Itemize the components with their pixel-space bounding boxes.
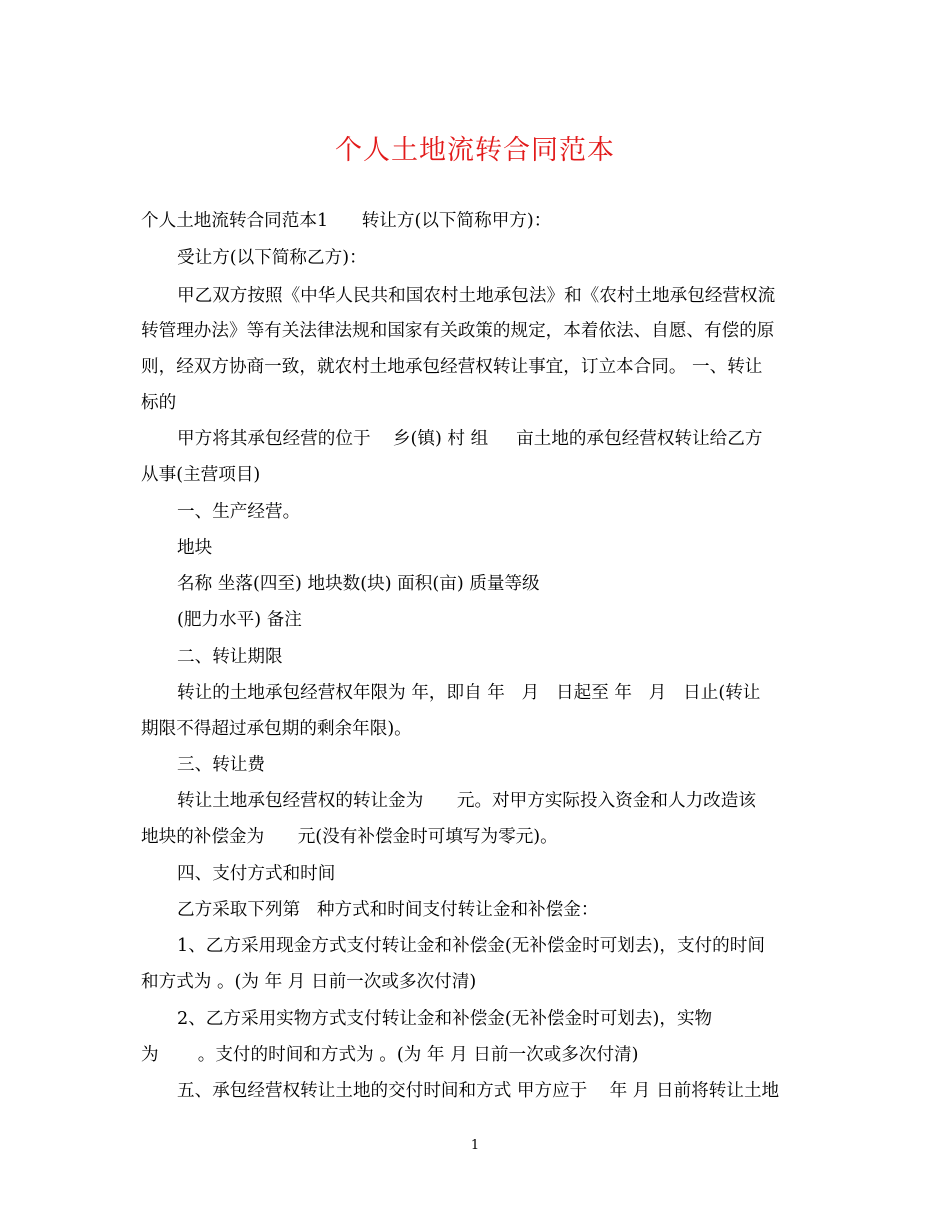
- paragraph-line: 地块: [177, 538, 213, 558]
- paragraph-line: 五、承包经营权转让土地的交付时间和方式 甲方应于 年 月 日前将转让土地: [177, 1081, 780, 1101]
- paragraph-line: 名称 坐落(四至) 地块数(块) 面积(亩) 质量等级: [177, 574, 540, 594]
- paragraph-line: 乙方采取下列第 种方式和时间支付转让金和补偿金：: [177, 900, 599, 920]
- paragraph-line: 和方式为 。(为 年 月 日前一次或多次付清): [141, 972, 477, 992]
- document-title: 个人土地流转合同范本: [335, 135, 615, 166]
- paragraph-line: 受让方(以下简称乙方)：: [177, 248, 367, 268]
- paragraph-line: (肥力水平) 备注: [177, 610, 302, 630]
- section-heading: 一、生产经营。: [177, 502, 301, 522]
- paragraph-line: 则，经双方协商一致，就农村土地承包经营权转让事宜，订立本合同。 一、转让: [141, 357, 763, 377]
- paragraph-line: 转管理办法》等有关法律法规和国家有关政策的规定，本着依法、自愿、有偿的原: [141, 321, 775, 341]
- section-heading: 二、转让期限: [177, 647, 283, 667]
- paragraph-line: 转让的土地承包经营权年限为 年，即自 年 月 日起至 年 月 日止(转让: [177, 683, 761, 703]
- paragraph-line: 2、乙方采用实物方式支付转让金和补偿金(无补偿金时可划去)，实物: [177, 1009, 713, 1029]
- paragraph-line: 个人土地流转合同范本1 转让方(以下简称甲方)：: [141, 211, 552, 231]
- paragraph-line: 1、乙方采用现金方式支付转让金和补偿金(无补偿金时可划去)，支付的时间: [177, 936, 765, 956]
- paragraph-line: 为 。支付的时间和方式为 。(为 年 月 日前一次或多次付清): [141, 1045, 639, 1065]
- paragraph-line: 甲乙双方按照《中华人民共和国农村土地承包法》和《农村土地承包经营权流: [177, 286, 776, 306]
- paragraph-line: 转让土地承包经营权的转让金为 元。对甲方实际投入资金和人力改造该: [177, 791, 756, 811]
- paragraph-line: 甲方将其承包经营的位于 乡(镇) 村 组 亩土地的承包经营权转让给乙方: [177, 429, 763, 449]
- page-number: 1: [470, 1138, 480, 1153]
- paragraph-line: 地块的补偿金为 元(没有补偿金时可填写为零元)。: [141, 827, 558, 847]
- section-heading: 四、支付方式和时间: [177, 864, 336, 884]
- paragraph-line: 期限不得超过承包期的剩余年限)。: [141, 719, 412, 739]
- paragraph-line: 标的: [141, 393, 177, 413]
- paragraph-line: 从事(主营项目): [141, 465, 261, 485]
- section-heading: 三、转让费: [177, 755, 265, 775]
